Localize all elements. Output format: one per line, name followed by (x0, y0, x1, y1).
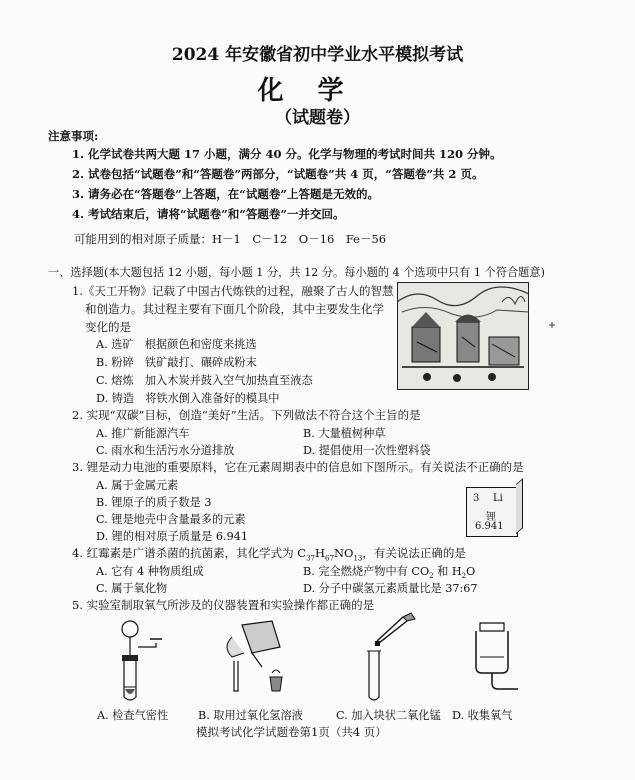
q5-stem: 5. 实验室制取氧气所涉及的仪器装置和实验操作都正确的是 (72, 598, 375, 612)
apparatus-c-add-mno2 (357, 611, 421, 703)
subject-title: 化学 (257, 76, 378, 106)
apparatus-d-collect-oxygen (466, 617, 522, 697)
q1-option-d: D. 铸造 将铁水倒入准备好的模具中 (96, 392, 280, 405)
paper-subtitle: （试题卷） (275, 108, 360, 128)
q1-option-b: B. 粉碎 铁矿敲打、碾碎成粉末 (96, 356, 257, 369)
q4-option-b: B. 完全燃烧产物中有 $CO_2$ 和 $H_2O$ (303, 565, 476, 581)
q3-option-b: B. 锂原子的质子数是 3 (96, 496, 212, 509)
exam-title: 2024 年安徽省初中学业水平模拟考试 (171, 45, 464, 65)
element-symbol: Li (493, 493, 503, 504)
q3-option-d: D. 锂的相对原子质量是 6.941 (96, 530, 248, 543)
notice-item-4: 4. 考试结束后，请将“试题卷”和“答题卷”一并交回。 (72, 207, 345, 221)
element-name: 锂 (486, 512, 496, 523)
notice-heading: 注意事项: (48, 129, 99, 143)
speck-mark (547, 320, 557, 330)
section-heading: 一、选择题(本大题包括 12 小题，每小题 1 分，共 12 分。每小题的 4 个选项中只有 1 个符合题意) (48, 266, 545, 279)
q4-option-c: C. 属于氧化物 (96, 582, 168, 595)
notice-item-2: 2. 试卷包括“试题卷”和“答题卷”两部分，“试题卷”共 4 页，“答题卷”共 2 页。 (72, 167, 484, 181)
q3-stem: 3. 锂是动力电池的重要原料，它在元素周期表中的信息如下图所示。有关说法不正确的是 (72, 460, 524, 474)
q2-option-b: B. 大量植树种草 (303, 427, 386, 440)
q1-stem-line3: 变化的是 (85, 320, 131, 334)
q4-option-a: A. 它有 4 种物质组成 (96, 565, 204, 578)
element-cell (466, 487, 518, 537)
q2-option-d: D. 提倡使用一次性塑料袋 (303, 444, 431, 457)
element-mass: 6.941 (475, 521, 504, 532)
q3-option-a: A. 属于金属元素 (96, 479, 179, 492)
apparatus-a-airtightness (112, 617, 164, 703)
q2-option-a: A. 推广新能源汽车 (96, 427, 190, 440)
q1-option-a: A. 选矿 根据颜色和密度来挑选 (96, 338, 257, 351)
ironmaking-illustration (397, 282, 529, 390)
atomic-mass-note: 可能用到的相对原子质量：H－1 C－12 O－16 Fe－56 (74, 232, 387, 246)
q4-stem: 4. 红霉素是广谱杀菌的抗菌素，其化学式为 $C_{37}H_{67}NO_{13}$，有关说法正确的是 (72, 546, 466, 563)
q5-label-d: D. 收集氧气 (452, 709, 513, 722)
notice-item-3: 3. 请务必在“答题卷”上答题，在“试题卷”上答题是无效的。 (72, 187, 379, 201)
q5-label-c: C. 加入块状二氧化锰 (336, 709, 441, 722)
q4-option-d: D. 分子中碳氢元素质量比是 37:67 (303, 582, 478, 595)
q3-option-c: C. 锂是地壳中含量最多的元素 (96, 513, 246, 526)
q1-option-c: C. 熔炼 加入木炭并鼓入空气加热直至液态 (96, 374, 313, 387)
page-footer: 模拟考试化学试题卷第1页（共4 页） (196, 725, 387, 739)
q1-stem-line2: 和创造力。其过程主要有下面几个阶段，其中主要发生化学 (85, 302, 384, 316)
q2-stem: 2. 实现“双碳”目标，创造“美好”生活。下列做法不符合这个主旨的是 (72, 408, 421, 422)
q1-stem-line1: 1.《天工开物》记载了中国古代炼铁的过程，融聚了古人的智慧 (72, 284, 394, 298)
element-atomic-number: 3 (473, 493, 480, 504)
q5-label-b: B. 取用过氧化氢溶液 (198, 709, 303, 722)
q5-label-a: A. 检查气密性 (97, 709, 169, 722)
apparatus-b-pour-peroxide (212, 617, 292, 695)
notice-item-1: 1. 化学试卷共两大题 17 小题，满分 40 分。化学与物理的考试时间共 120 分钟。 (72, 147, 502, 161)
q2-option-c: C. 雨水和生活污水分道排放 (96, 444, 235, 457)
